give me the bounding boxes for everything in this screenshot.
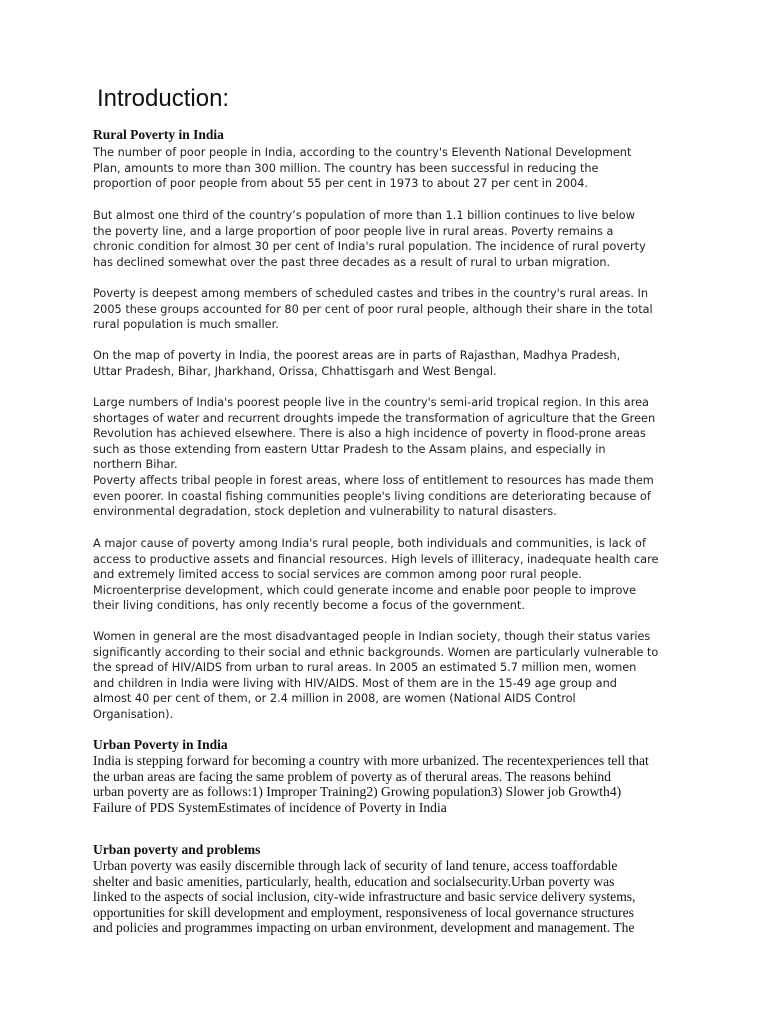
section-heading-urban-problems: Urban poverty and problems [93,842,261,857]
text-line: rural population is much smaller. [93,318,279,332]
text-line: Plan, amounts to more than 300 million. The country has been successful in reducing the [93,161,599,175]
text-line: opportunities for skill development and employment, responsiveness of local governance structures [93,904,634,920]
text-line: northern Bihar. [93,458,178,472]
rural-paragraph-5 [93,395,678,520]
text-line: access to productive assets and financial resources. High levels of illiteracy, inadequate health care [93,552,659,566]
text-line: has declined somewhat over the past three decades as a result of rural to urban migration. [93,255,611,269]
text-line: Failure of PDS SystemEstimates of incidence of Poverty in India [93,799,447,815]
text-line: proportion of poor people from about 55 per cent in 1973 to about 27 per cent in 2004. [93,177,588,191]
rural-paragraph-3 [93,286,678,333]
text-line: and policies and programmes impacting on urban environment, development and management. The [93,920,635,936]
text-line: the poverty line, and a large proportion of poor people live in rural areas. Poverty remains a [93,224,614,238]
rural-paragraph-7 [93,629,678,723]
text-line: Urban poverty was easily discernible through lack of security of land tenure, access toaffordable [93,858,618,873]
text-line: 2005 these groups accounted for 80 per cent of poor rural people, although their share in the total [93,302,653,316]
text-line: shelter and basic amenities, particularly, health, education and socialsecurity.Urban poverty was [93,873,615,889]
text-line: A major cause of poverty among India's rural people, both individuals and communities, is lack of [93,537,646,550]
text-line: Poverty affects tribal people in forest areas, where loss of entitlement to resources has made them [93,473,654,487]
text-line: urban poverty are as follows:1) Improper Training2) Growing population3) Slower job Growth4) [93,784,622,800]
rural-paragraph-6 [93,536,678,614]
problems-paragraph [93,858,683,936]
text-line: On the map of poverty in India, the poorest areas are in parts of Rajasthan, Madhya Pradesh, [93,349,621,362]
text-line: Uttar Pradesh, Bihar, Jharkhand, Orissa, Chhattisgarh and West Bengal. [93,364,497,378]
section-heading-rural-poverty: Rural Poverty in India [93,127,224,142]
text-line: Organisation). [93,707,174,721]
text-line: the spread of HIV/AIDS from urban to rural areas. In 2005 an estimated 5.7 million men, women [93,661,637,675]
rural-paragraph-2 [93,208,678,270]
text-line: and extremely limited access to social services are common among poor rural people. [93,568,582,582]
text-line: Poverty is deepest among members of scheduled castes and tribes in the country's rural areas. In [93,287,649,300]
text-line: even poorer. In coastal fishing communities people's living conditions are deteriorating because of [93,489,651,503]
text-line: Revolution has achieved elsewhere. There is also a high incidence of poverty in flood-prone areas [93,427,646,441]
text-line: shortages of water and recurrent droughts impede the transformation of agriculture that the Green [93,411,656,425]
text-line: their living conditions, has only recently become a focus of the government. [93,599,525,613]
text-line: India is stepping forward for becoming a country with more urbanized. The recentexperiences tell that [93,753,649,768]
text-line: environmental degradation, stock depletion and vulnerability to natural disasters. [93,505,557,519]
rural-paragraph-1 [93,145,678,192]
urban-paragraph [93,753,683,815]
text-line: Microenterprise development, which could generate income and enable poor people to improve [93,583,637,597]
text-line: and children in India were living with HIV/AIDS. Most of them are in the 15-49 age group and [93,676,617,690]
text-line: chronic condition for almost 30 per cent of India's rural population. The incidence of rural poverty [93,240,646,254]
section-heading-urban-poverty: Urban Poverty in India [93,737,228,752]
text-line: But almost one third of the country’s population of more than 1.1 billion continues to live below [93,209,635,222]
text-line: linked to the aspects of social inclusion, city-wide infrastructure and basic service delivery systems, [93,889,636,905]
rural-paragraph-4 [93,348,678,379]
text-line: such as those extending from eastern Uttar Pradesh to the Assam plains, and especially in [93,442,606,456]
text-line: the urban areas are facing the same problem of poverty as of therural areas. The reasons behind [93,768,611,784]
text-line: Women in general are the most disadvantaged people in Indian society, though their status varies [93,630,651,643]
text-line: Large numbers of India's poorest people live in the country's semi-arid tropical region. In this area [93,396,649,409]
text-line: almost 40 per cent of them, or 2.4 million in 2008, are women (National AIDS Control [93,692,576,706]
text-line: The number of poor people in India, according to the country's Eleventh National Development [93,146,632,159]
text-line: significantly according to their social and ethnic backgrounds. Women are particularly vulnerable to [93,645,659,659]
page-title: Introduction: [97,85,230,112]
